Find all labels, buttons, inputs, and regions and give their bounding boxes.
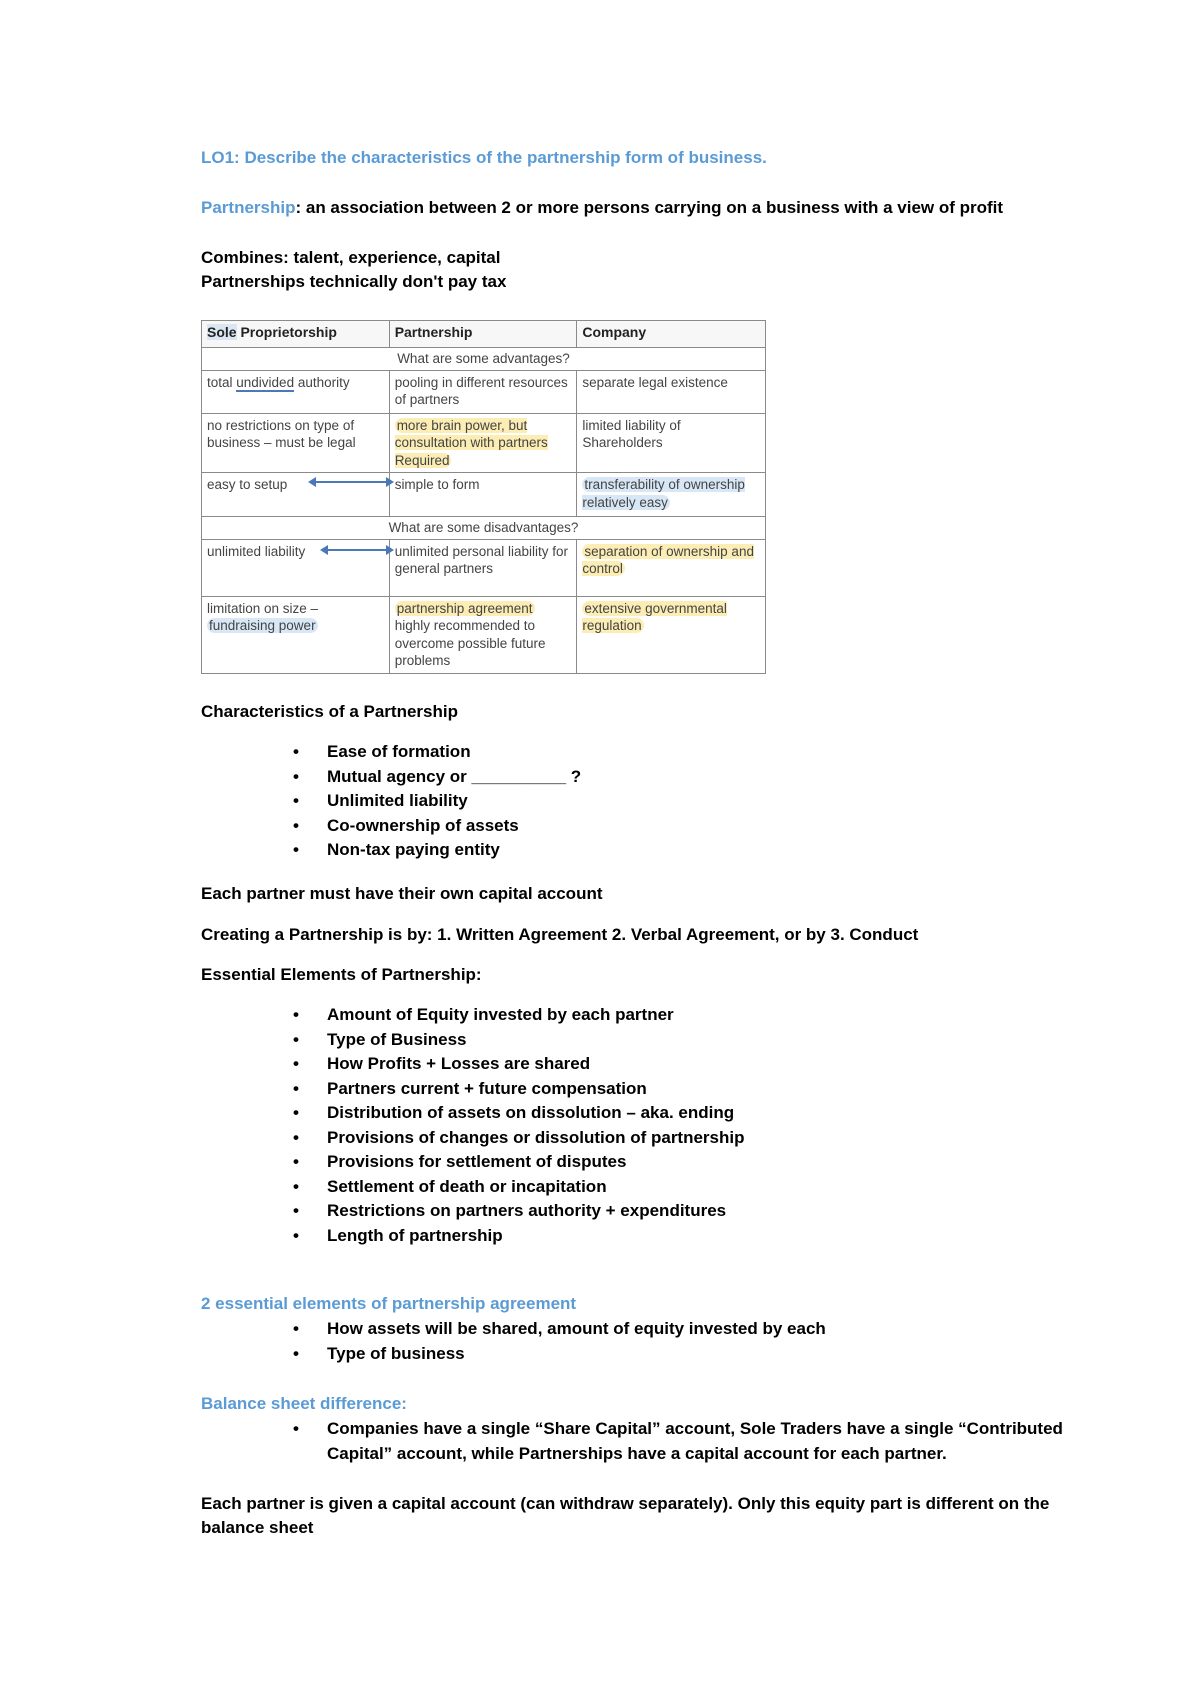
no-tax-line: Partnerships technically don't pay tax bbox=[201, 272, 507, 291]
list-item bbox=[201, 1342, 826, 1367]
list-item-text: Settlement of death or incapitation bbox=[327, 1176, 607, 1196]
essential-elements-title: Essential Elements of Partnership: bbox=[201, 965, 482, 984]
list-item bbox=[201, 814, 581, 839]
table-cell: no restrictions on type of business – must be legal bbox=[202, 413, 390, 473]
list-item bbox=[201, 765, 581, 790]
table-cell: unlimited personal liability for general partners bbox=[389, 539, 577, 596]
characteristics-list bbox=[201, 740, 581, 863]
list-item bbox=[201, 1150, 745, 1175]
two-elements-title: 2 essential elements of partnership agreement bbox=[201, 1294, 577, 1313]
definition-term: Partnership bbox=[201, 198, 296, 217]
list-item-text: Provisions for settlement of disputes bbox=[327, 1152, 627, 1171]
list-item-text: Type of Business bbox=[327, 1029, 467, 1049]
bullet-icon: • bbox=[293, 1176, 299, 1196]
table-cell: simple to form bbox=[389, 473, 577, 517]
list-item bbox=[201, 1175, 745, 1200]
list-item-text: Non-tax paying entity bbox=[327, 840, 500, 859]
lo1-heading: LO1: Describe the characteristics of the partnership form of business. bbox=[201, 148, 767, 167]
list-item-text: Type of business bbox=[327, 1343, 465, 1363]
table-cell: limited liability of Shareholders bbox=[577, 413, 766, 473]
header-sole-proprietorship bbox=[202, 321, 390, 348]
list-item bbox=[201, 1052, 745, 1077]
bullet-icon: • bbox=[293, 1127, 299, 1147]
double-arrow-icon bbox=[310, 481, 392, 483]
highlighted-text: more brain power, but consultation with partners Required bbox=[394, 417, 548, 468]
list-item bbox=[201, 1077, 745, 1102]
table-cell bbox=[577, 596, 766, 673]
list-item bbox=[201, 740, 581, 765]
list-item bbox=[201, 1003, 745, 1028]
header-proprietorship-word: Proprietorship bbox=[236, 324, 337, 340]
bullet-icon: • bbox=[293, 1343, 299, 1363]
list-item-text: Length of partnership bbox=[327, 1225, 503, 1245]
underlined-word: undivided bbox=[236, 374, 295, 390]
list-item bbox=[201, 1028, 745, 1053]
cell-text: authority bbox=[294, 374, 350, 390]
list-item bbox=[201, 1417, 1087, 1466]
table-cell bbox=[202, 370, 390, 413]
highlighted-text: transferability of ownership relatively easy bbox=[582, 477, 745, 510]
highlighted-text: separation of ownership and control bbox=[582, 543, 754, 576]
bullet-icon: • bbox=[293, 1054, 299, 1073]
bullet-icon: • bbox=[293, 1005, 299, 1024]
bullet-icon: • bbox=[293, 1225, 299, 1245]
table-cell: easy to setup bbox=[202, 473, 390, 517]
highlighted-text: fundraising power bbox=[209, 618, 316, 633]
list-item-text: Amount of Equity invested by each partner bbox=[327, 1005, 674, 1024]
list-item-text: Companies have a single “Share Capital” account, Sole Traders have a single “Contributed Capital” account, while Partnerships have a capital account for each partner. bbox=[327, 1419, 1063, 1463]
bullet-icon: • bbox=[293, 840, 299, 859]
header-company: Company bbox=[577, 321, 766, 348]
bullet-icon: • bbox=[293, 1029, 299, 1049]
comparison-table bbox=[201, 320, 766, 674]
list-item-text: Ease of formation bbox=[327, 742, 471, 761]
header-sole-word: Sole bbox=[207, 324, 237, 340]
bullet-icon: • bbox=[293, 1201, 299, 1220]
advantages-label: What are some advantages? bbox=[202, 348, 766, 371]
list-item-text: Unlimited liability bbox=[327, 791, 468, 810]
table-cell bbox=[202, 596, 390, 673]
list-item bbox=[201, 1224, 745, 1249]
list-item-text: Co-ownership of assets bbox=[327, 815, 519, 835]
balance-sheet-list bbox=[201, 1417, 1087, 1466]
creating-partnership-line: Creating a Partnership is by: 1. Written Agreement 2. Verbal Agreement, or by 3. Conduct bbox=[201, 925, 919, 944]
list-item-text: Mutual agency or __________ ? bbox=[327, 766, 582, 786]
partnership-definition bbox=[201, 196, 1003, 220]
list-item bbox=[201, 1126, 745, 1151]
characteristics-title: Characteristics of a Partnership bbox=[201, 702, 458, 721]
table-cell bbox=[577, 473, 766, 517]
balance-sheet-title: Balance sheet difference: bbox=[201, 1394, 407, 1413]
bullet-icon: • bbox=[293, 1078, 299, 1098]
list-item-text: Partners current + future compensation bbox=[327, 1078, 647, 1098]
two-elements-list bbox=[201, 1317, 826, 1366]
table-header-row bbox=[202, 321, 766, 348]
bullet-icon: • bbox=[293, 815, 299, 835]
capital-account-note: Each partner must have their own capital account bbox=[201, 884, 603, 903]
table-cell bbox=[389, 413, 577, 473]
double-arrow-icon bbox=[322, 549, 392, 551]
bullet-icon: • bbox=[293, 1103, 299, 1122]
list-item bbox=[201, 1199, 745, 1224]
bullet-icon: • bbox=[293, 1152, 299, 1171]
cell-text: highly recommended to overcome possible future problems bbox=[394, 618, 546, 668]
combines-line: Combines: talent, experience, capital bbox=[201, 248, 501, 267]
list-item-text: How assets will be shared, amount of equity invested by each bbox=[327, 1319, 826, 1338]
bullet-icon: • bbox=[293, 1419, 299, 1438]
table-row bbox=[202, 413, 766, 473]
list-item-text: Restrictions on partners authority + expenditures bbox=[327, 1201, 727, 1220]
table-row bbox=[202, 370, 766, 413]
table-cell bbox=[577, 539, 766, 596]
bullet-icon: • bbox=[293, 766, 299, 786]
list-item bbox=[201, 789, 581, 814]
list-item bbox=[201, 838, 581, 863]
list-item-text: Distribution of assets on dissolution – aka. ending bbox=[327, 1103, 735, 1122]
table-cell bbox=[389, 596, 577, 673]
essential-elements-list bbox=[201, 1003, 745, 1248]
list-item-text: Provisions of changes or dissolution of partnership bbox=[327, 1127, 745, 1147]
bullet-icon: • bbox=[293, 742, 299, 761]
header-partnership: Partnership bbox=[389, 321, 577, 348]
cell-text: limitation on size – bbox=[207, 600, 319, 616]
list-item bbox=[201, 1101, 745, 1126]
table-cell: pooling in different resources of partners bbox=[389, 370, 577, 413]
list-item bbox=[201, 1317, 826, 1342]
bullet-icon: • bbox=[293, 1319, 299, 1338]
table-row bbox=[202, 539, 766, 596]
cell-text: total bbox=[207, 374, 237, 390]
bullet-icon: • bbox=[293, 791, 299, 810]
table-cell: unlimited liability bbox=[202, 539, 390, 596]
disadvantages-label: What are some disadvantages? bbox=[202, 517, 766, 540]
table-row bbox=[202, 473, 766, 517]
list-item-text: How Profits + Losses are shared bbox=[327, 1054, 591, 1073]
highlighted-text: partnership agreement bbox=[396, 600, 533, 616]
table-row bbox=[202, 596, 766, 673]
final-note: Each partner is given a capital account (can withdraw separately). Only this equity part is different on the balance sheet bbox=[201, 1494, 1050, 1537]
definition-text: : an association between 2 or more persons carrying on a business with a view of profit bbox=[295, 198, 1004, 217]
table-cell: separate legal existence bbox=[577, 370, 766, 413]
highlighted-text: extensive governmental regulation bbox=[582, 600, 727, 633]
